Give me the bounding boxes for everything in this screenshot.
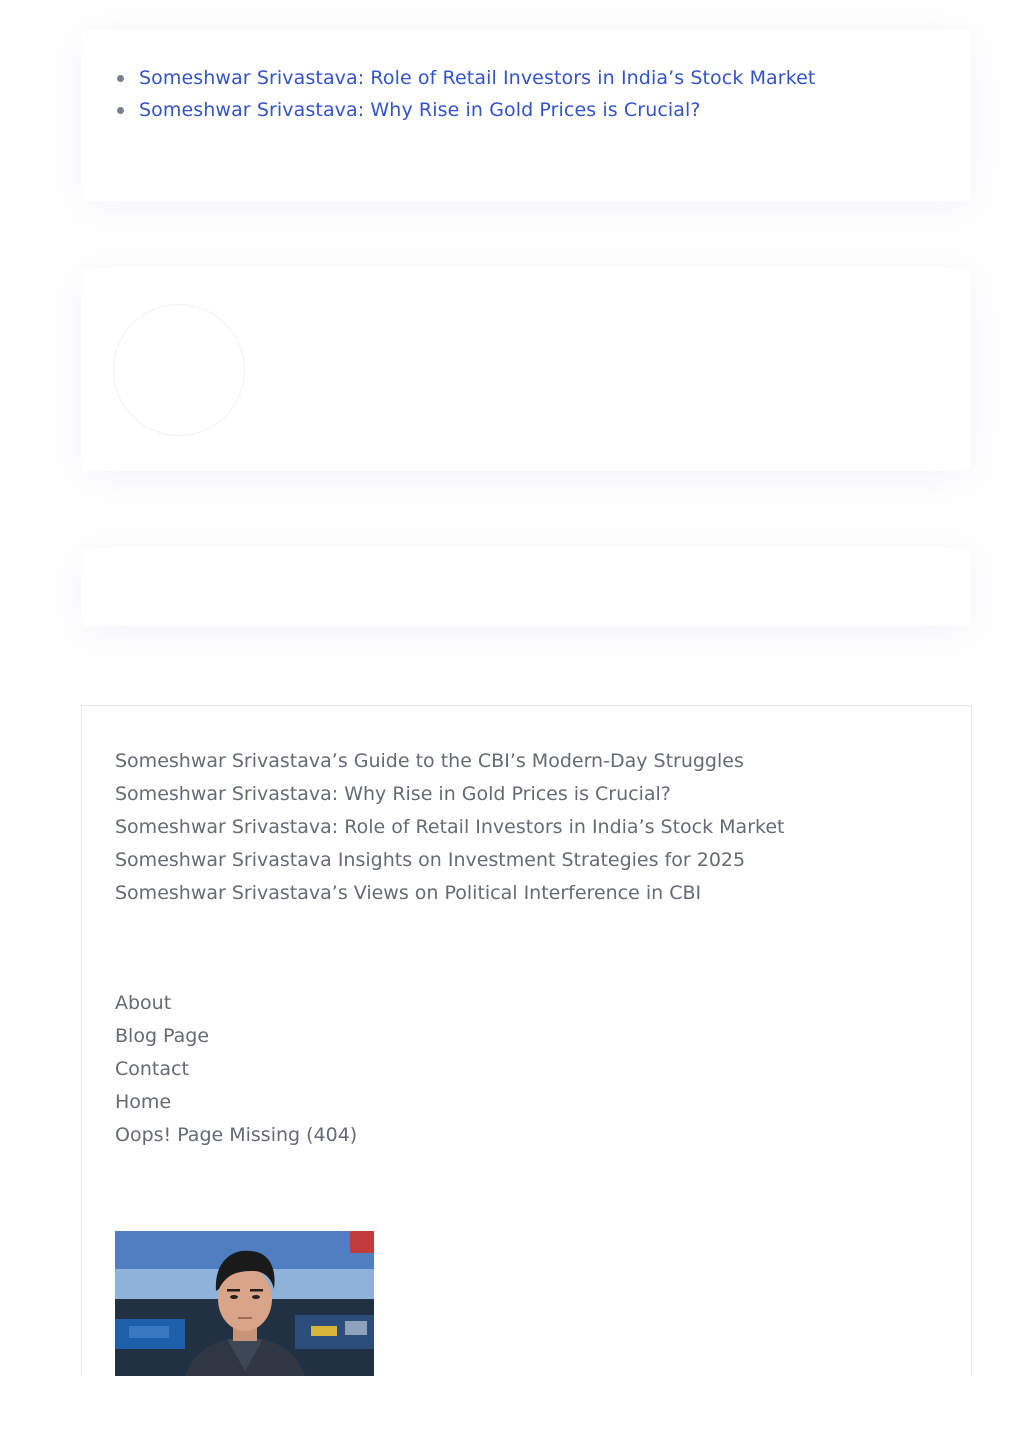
list-item <box>115 1020 357 1053</box>
list-item <box>115 844 784 877</box>
recent-post-link[interactable]: Someshwar Srivastava: Why Rise in Gold Prices is Crucial? <box>115 783 671 805</box>
related-post-link[interactable]: Someshwar Srivastava: Role of Retail Investors in India’s Stock Market <box>139 67 816 89</box>
list-item <box>115 811 784 844</box>
related-post-link[interactable]: Someshwar Srivastava: Why Rise in Gold Prices is Crucial? <box>139 99 701 121</box>
recent-post-link[interactable]: Someshwar Srivastava Insights on Investment Strategies for 2025 <box>115 849 746 871</box>
footer-widgets <box>81 705 972 1449</box>
list-item <box>115 1086 357 1119</box>
recent-post-link[interactable]: Someshwar Srivastava: Role of Retail Investors in India’s Stock Market <box>115 816 785 838</box>
related-posts-list <box>139 62 815 126</box>
page-bottom <box>0 1376 1024 1449</box>
profile-photo <box>115 1231 374 1376</box>
page-link-404[interactable]: Oops! Page Missing (404) <box>115 1124 358 1146</box>
recent-post-link[interactable]: Someshwar Srivastava’s Views on Political Interference in CBI <box>115 882 702 904</box>
list-item <box>115 987 357 1020</box>
list-item <box>115 778 784 811</box>
recent-posts-widget <box>115 745 784 910</box>
pages-widget <box>115 987 357 1152</box>
recent-post-link[interactable]: Someshwar Srivastava’s Guide to the CBI’s Modern-Day Struggles <box>115 750 744 772</box>
page-link-about[interactable]: About <box>115 992 172 1014</box>
page-link-home[interactable]: Home <box>115 1091 172 1113</box>
related-posts-card <box>81 30 971 201</box>
page-link-contact[interactable]: Contact <box>115 1058 189 1080</box>
list-item <box>139 62 815 94</box>
comments-card <box>81 548 971 626</box>
list-item <box>115 1053 357 1086</box>
list-item <box>115 745 784 778</box>
list-item <box>115 877 784 910</box>
avatar <box>113 304 245 436</box>
profile-photo-illustration <box>115 1231 374 1376</box>
author-box <box>81 268 971 471</box>
list-item <box>115 1119 357 1152</box>
list-item <box>139 94 815 126</box>
page-link-blog[interactable]: Blog Page <box>115 1025 210 1047</box>
